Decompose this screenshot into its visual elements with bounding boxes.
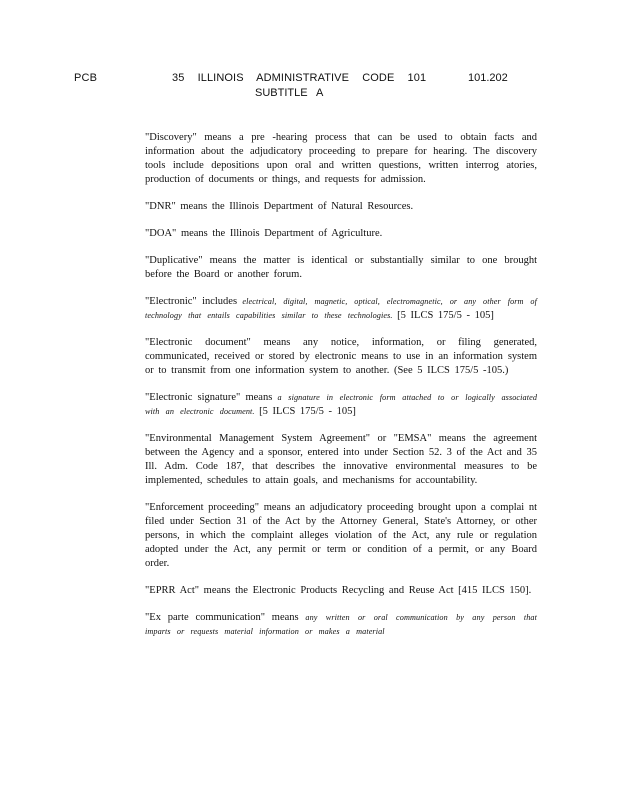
page-header — [0, 72, 618, 104]
header-section-number: 101.202 — [468, 72, 508, 84]
definition-dnr: "DNR" means the Illinois Department of Natural Resources. — [145, 201, 414, 212]
definition-doa: "DOA" means the Illinois Department of Agriculture. — [145, 228, 383, 239]
header-subtitle: SUBTITLE A — [255, 87, 324, 99]
definition-enforcement-proceeding: "Enforcement proceeding" means an adjudicatory proceeding brought upon a complai nt filed under Section 31 of the Act by the Attorney General, State's Attorney, or other persons, in which the complaint alleges violation of the Act, any rule or regulation adopted under the Act, any permit or term or condition of a permit, or any Board order. — [145, 502, 537, 569]
definitions-list — [145, 131, 537, 652]
definition-emsa: "Environmental Management System Agreement" or "EMSA" means the agreement between the Agency and a sponsor, entered into under Section 52. 3 of the Act and 35 Ill. Adm. Code 187, that describes the innovative environmental measures to be implemented, schedules to attain goals, and mechanisms for accountability. — [145, 433, 537, 486]
definition-electronic-signature — [145, 391, 537, 419]
definition-term: "Ex parte communication" means — [145, 612, 299, 623]
definition-term: "Electronic signature" means — [145, 392, 273, 403]
statute-citation: [5 ILCS 175/5 - 105] — [259, 406, 356, 417]
statutory-text: electrical, digital, magnetic, optical, electromagnetic, or any other form of technology that entails capabilities similar to these technologies. — [145, 297, 538, 320]
definition-ex-parte-communication — [145, 611, 537, 639]
definition-term: "Electronic" includes — [145, 296, 238, 307]
statute-citation: [5 ILCS 175/5 - 105] — [397, 310, 494, 321]
header-agency: PCB — [74, 72, 98, 84]
statutory-text: a signature in electronic form attached to or logically associated with an electronic document. — [145, 393, 538, 416]
statutory-text: any written or oral communication by any person that imparts or requests material information or makes a material — [145, 613, 537, 636]
definition-discovery: "Discovery" means a pre -hearing process that can be used to obtain facts and information about the adjudicatory proceeding to prepare for hearing. The discovery tools include depositions upon oral and written questions, written interrog atories, production of documents or things, and requests for admission. — [145, 132, 537, 185]
header-code-title: 35 ILLINOIS ADMINISTRATIVE CODE 101 — [172, 72, 427, 84]
definition-electronic — [145, 295, 537, 323]
definition-duplicative: "Duplicative" means the matter is identical or substantially similar to one brought before the Board or another forum. — [145, 255, 537, 280]
definition-eprr-act: "EPRR Act" means the Electronic Products Recycling and Reuse Act [415 ILCS 150]. — [145, 585, 532, 596]
definition-electronic-document: "Electronic document" means any notice, information, or filing generated, communicated, received or stored by electronic means to use in an information system or to transmit from one information system to another. (See 5 ILCS 175/5 -105.) — [145, 337, 537, 376]
